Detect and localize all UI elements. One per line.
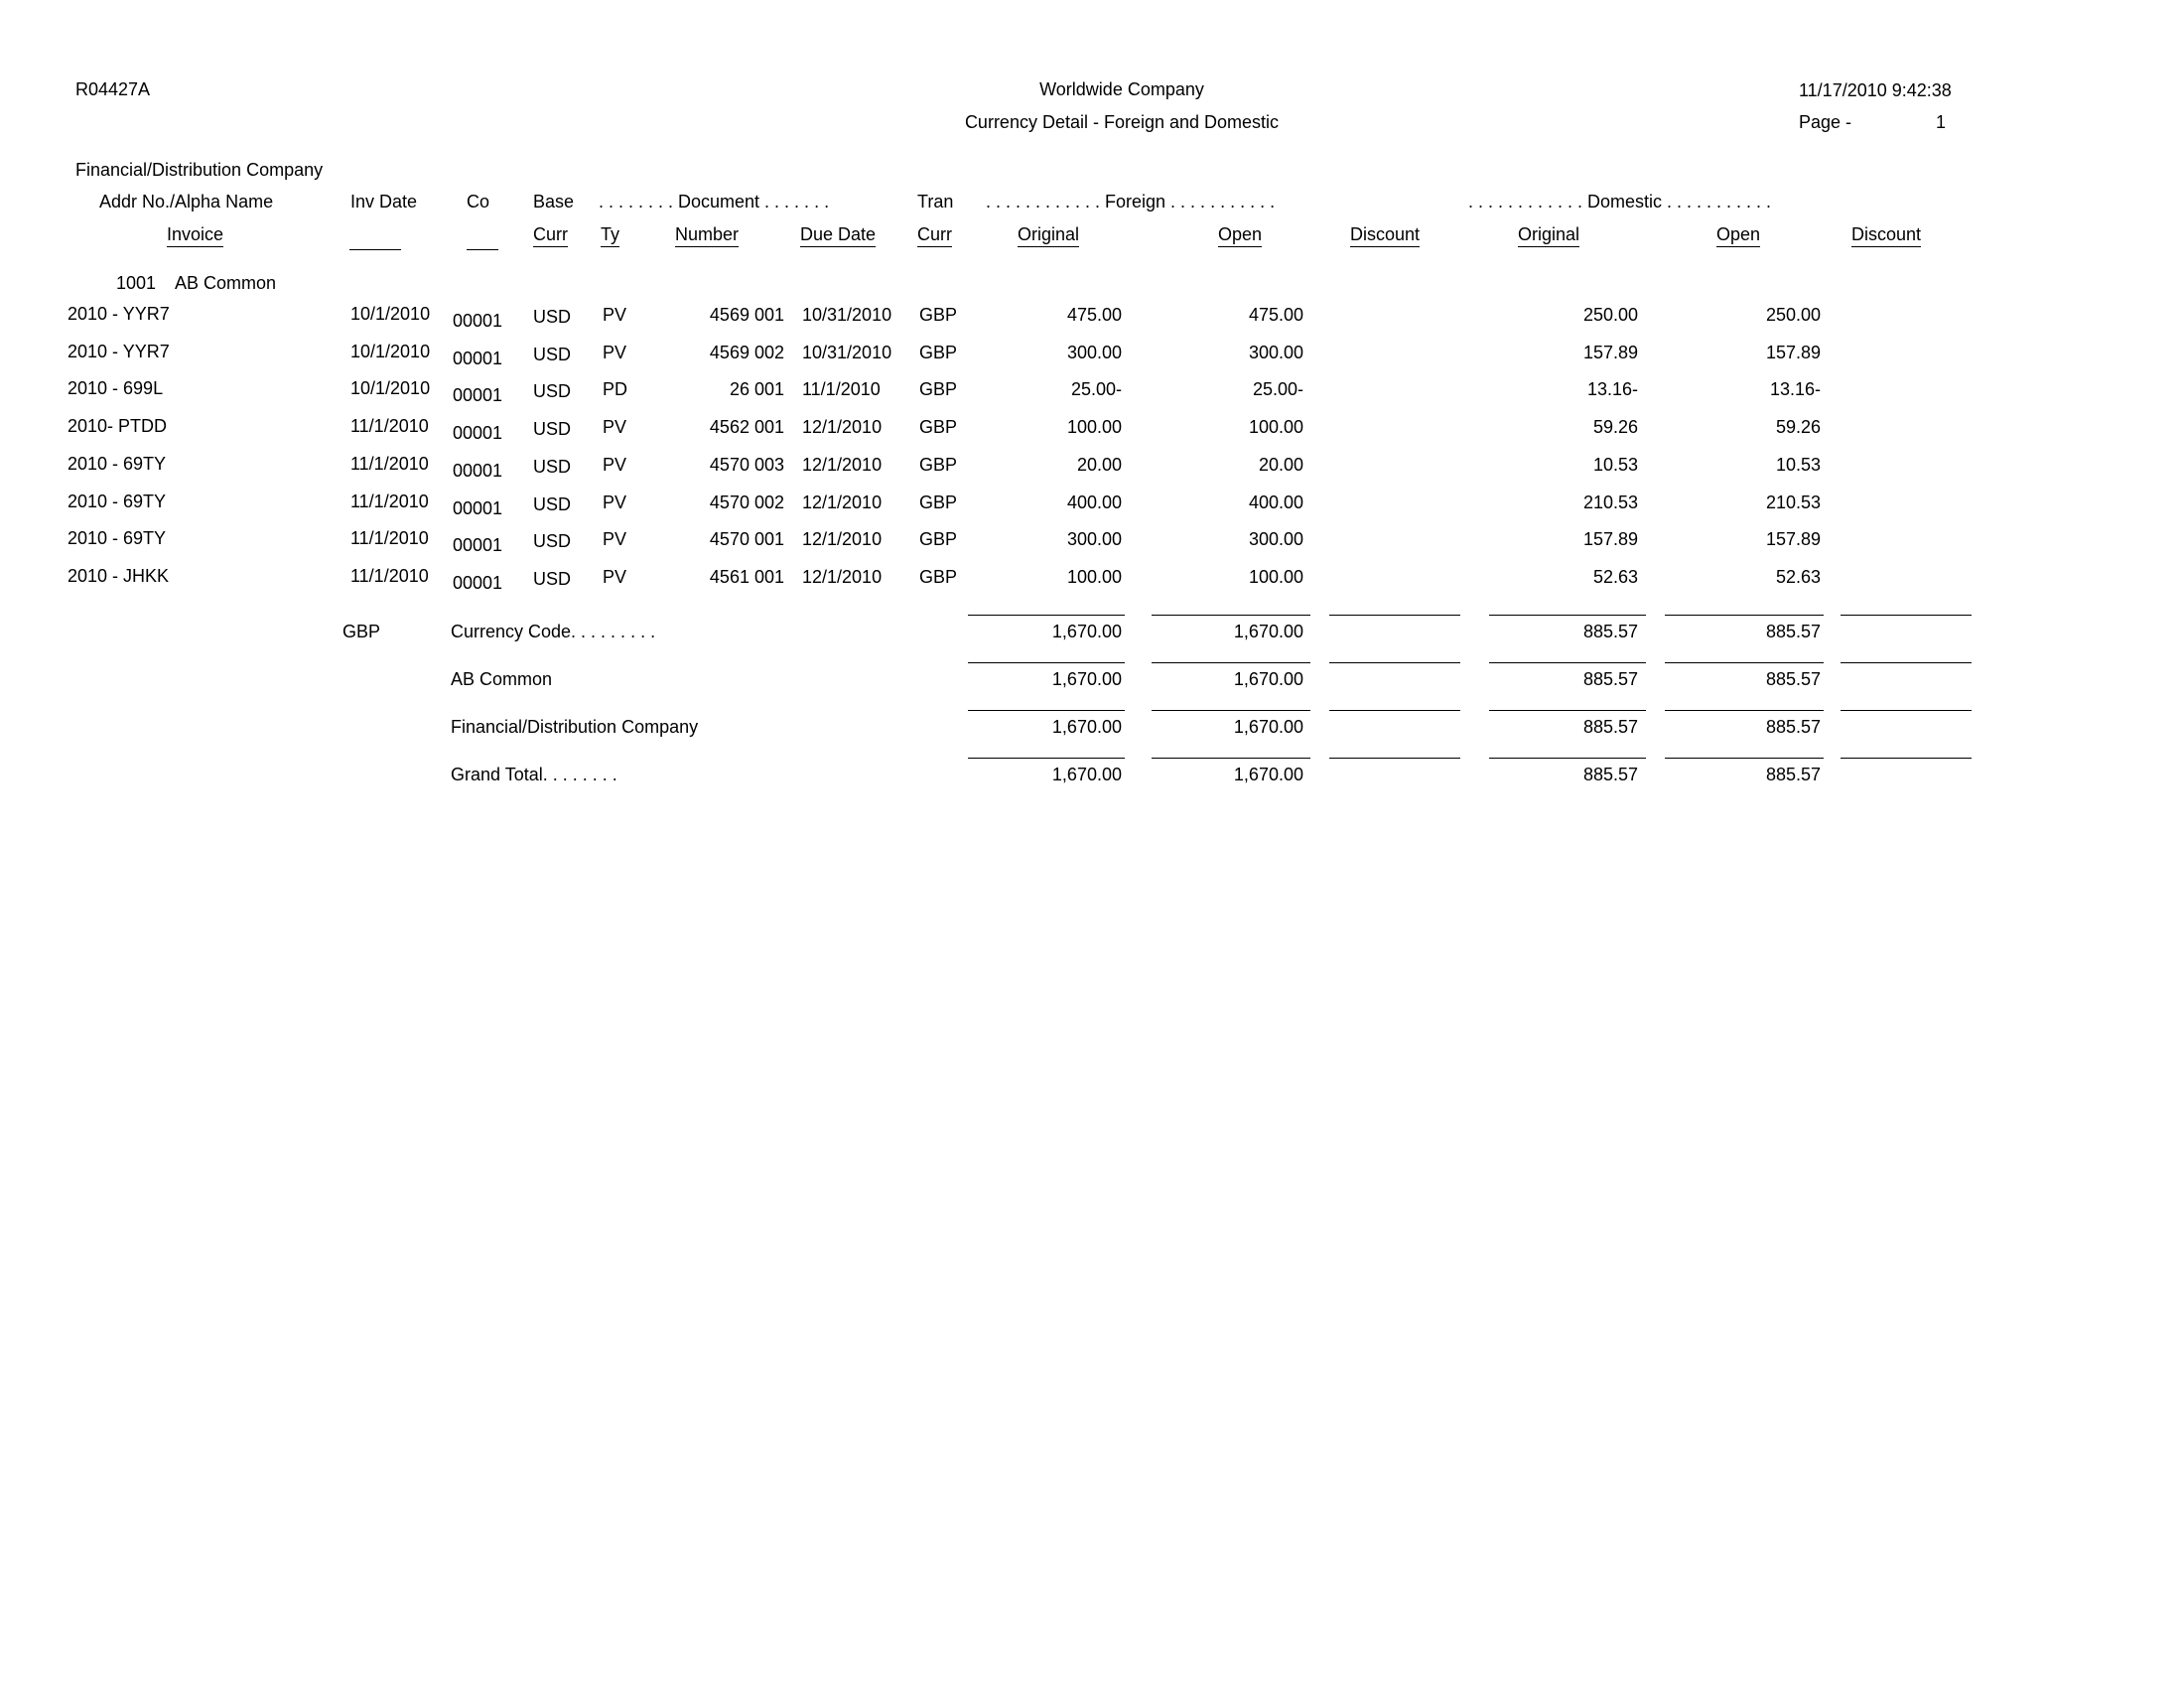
foreign-open-cell: 100.00 bbox=[1248, 417, 1303, 438]
domestic-discount-total-rule bbox=[1841, 758, 1972, 759]
domestic-original-total-rule bbox=[1489, 758, 1646, 759]
number-cell: 26 001 bbox=[729, 379, 784, 400]
foreign-original-total: 1,670.00 bbox=[1051, 622, 1122, 641]
invoice-cell: 2010 - YYR7 bbox=[68, 341, 170, 361]
foreign-open-total-rule bbox=[1152, 710, 1310, 711]
ty-cell: PV bbox=[603, 342, 627, 362]
foreign-original-total-rule bbox=[968, 758, 1125, 759]
domestic-original-total: 885.57 bbox=[1582, 717, 1638, 737]
foreign-open-total: 1,670.00 bbox=[1233, 622, 1303, 641]
foreign-discount-total-rule bbox=[1329, 662, 1460, 663]
col-tran-curr: Curr bbox=[917, 225, 952, 247]
foreign-open-cell: 300.00 bbox=[1248, 342, 1303, 362]
invoice-cell: 2010 - YYR7 bbox=[68, 304, 170, 324]
domestic-open-total-rule bbox=[1665, 615, 1824, 616]
co-cell: 00001 bbox=[453, 423, 503, 444]
domestic-open-cell: 157.89 bbox=[1765, 529, 1821, 550]
foreign-open-total: 1,670.00 bbox=[1233, 717, 1303, 737]
domestic-open-total: 885.57 bbox=[1765, 622, 1821, 641]
co-cell: 00001 bbox=[453, 348, 503, 368]
domestic-original-cell: 250.00 bbox=[1582, 305, 1638, 325]
domestic-open-total-rule bbox=[1665, 758, 1824, 759]
group-alpha-name: AB Common bbox=[175, 273, 277, 293]
domestic-original-total-rule bbox=[1489, 615, 1646, 616]
domestic-original-total-rule bbox=[1489, 710, 1646, 711]
domestic-original-total: 885.57 bbox=[1582, 669, 1638, 689]
inv-date-cell: 11/1/2010 bbox=[350, 416, 429, 437]
foreign-open-total: 1,670.00 bbox=[1233, 669, 1303, 689]
tran-curr-cell: GBP bbox=[919, 305, 958, 325]
number-cell: 4570 003 bbox=[709, 454, 784, 475]
total-label: Currency Code. . . . . . . . . bbox=[451, 622, 656, 641]
foreign-open-total-rule bbox=[1152, 758, 1310, 759]
col-co: Co bbox=[467, 192, 490, 211]
col-due-date: Due Date bbox=[800, 225, 876, 247]
number-cell: 4570 002 bbox=[709, 492, 784, 512]
co-cell: 00001 bbox=[453, 385, 503, 406]
inv-date-cell: 10/1/2010 bbox=[350, 378, 431, 399]
domestic-open-total: 885.57 bbox=[1765, 717, 1821, 737]
inv-date-cell: 10/1/2010 bbox=[350, 304, 431, 324]
number-cell: 4569 001 bbox=[709, 305, 784, 325]
inv-date-cell: 10/1/2010 bbox=[350, 341, 431, 361]
co-cell: 00001 bbox=[453, 497, 503, 518]
foreign-original-cell: 25.00- bbox=[1070, 379, 1122, 400]
page-number: 1 bbox=[1936, 112, 1947, 132]
domestic-open-cell: 210.53 bbox=[1765, 492, 1821, 512]
due-date-cell: 10/31/2010 bbox=[802, 305, 892, 325]
company-name: Worldwide Company bbox=[1039, 79, 1204, 99]
base-curr-cell: USD bbox=[533, 344, 572, 364]
tran-curr-cell: GBP bbox=[919, 566, 958, 587]
report-subtitle: Financial/Distribution Company bbox=[75, 160, 324, 180]
invoice-cell: 2010- PTDD bbox=[68, 416, 168, 437]
invoice-cell: 2010 - 69TY bbox=[68, 528, 167, 549]
col-domestic-open: Open bbox=[1716, 225, 1760, 247]
foreign-open-total-rule bbox=[1152, 662, 1310, 663]
domestic-open-cell: 59.26 bbox=[1775, 417, 1821, 438]
foreign-open-cell: 25.00- bbox=[1252, 379, 1303, 400]
domestic-open-cell: 13.16- bbox=[1769, 379, 1821, 400]
domestic-original-cell: 157.89 bbox=[1582, 342, 1638, 362]
due-date-cell: 12/1/2010 bbox=[802, 417, 883, 438]
tran-curr-cell: GBP bbox=[919, 417, 958, 438]
base-curr-cell: USD bbox=[533, 568, 572, 589]
col-domestic-discount: Discount bbox=[1851, 225, 1921, 247]
foreign-open-cell: 400.00 bbox=[1248, 492, 1303, 512]
inv-date-cell: 11/1/2010 bbox=[350, 491, 429, 511]
inv-date-underline bbox=[349, 249, 401, 250]
tran-curr-cell: GBP bbox=[919, 492, 958, 512]
foreign-original-total-rule bbox=[968, 662, 1125, 663]
inv-date-cell: 11/1/2010 bbox=[350, 453, 429, 474]
domestic-original-total: 885.57 bbox=[1582, 622, 1638, 641]
ty-cell: PV bbox=[603, 417, 627, 438]
domestic-open-cell: 52.63 bbox=[1775, 566, 1821, 587]
foreign-original-total-rule bbox=[968, 615, 1125, 616]
domestic-original-cell: 52.63 bbox=[1592, 566, 1638, 587]
foreign-original-cell: 475.00 bbox=[1066, 305, 1122, 325]
domestic-original-total-rule bbox=[1489, 662, 1646, 663]
domestic-open-total: 885.57 bbox=[1765, 669, 1821, 689]
base-curr-cell: USD bbox=[533, 307, 572, 327]
group-addr-no: 1001 bbox=[116, 273, 157, 293]
ty-cell: PV bbox=[603, 492, 627, 512]
col-document-group: . . . . . . . . Document . . . . . . . bbox=[599, 192, 830, 211]
domestic-original-cell: 10.53 bbox=[1592, 454, 1638, 475]
col-foreign-open: Open bbox=[1218, 225, 1262, 247]
number-cell: 4562 001 bbox=[709, 417, 784, 438]
ty-cell: PV bbox=[603, 454, 627, 475]
ty-cell: PV bbox=[603, 305, 627, 325]
col-tran: Tran bbox=[917, 192, 954, 211]
co-cell: 00001 bbox=[453, 460, 503, 481]
domestic-original-total: 885.57 bbox=[1582, 765, 1638, 784]
due-date-cell: 12/1/2010 bbox=[802, 492, 883, 512]
foreign-original-total: 1,670.00 bbox=[1051, 765, 1122, 784]
co-cell: 00001 bbox=[453, 572, 503, 593]
base-curr-cell: USD bbox=[533, 456, 572, 477]
domestic-discount-total-rule bbox=[1841, 710, 1972, 711]
col-foreign-discount: Discount bbox=[1350, 225, 1420, 247]
invoice-cell: 2010 - JHKK bbox=[68, 565, 170, 586]
domestic-open-total-rule bbox=[1665, 662, 1824, 663]
col-ty: Ty bbox=[601, 225, 619, 247]
col-foreign-original: Original bbox=[1018, 225, 1079, 247]
foreign-original-cell: 300.00 bbox=[1066, 342, 1122, 362]
domestic-open-cell: 10.53 bbox=[1775, 454, 1821, 475]
invoice-cell: 2010 - 69TY bbox=[68, 491, 167, 511]
col-domestic-original: Original bbox=[1518, 225, 1579, 247]
inv-date-cell: 11/1/2010 bbox=[350, 528, 429, 549]
foreign-original-cell: 20.00 bbox=[1076, 454, 1122, 475]
foreign-original-cell: 100.00 bbox=[1066, 417, 1122, 438]
total-prefix: GBP bbox=[342, 622, 381, 641]
foreign-open-cell: 300.00 bbox=[1248, 529, 1303, 550]
tran-curr-cell: GBP bbox=[919, 379, 958, 400]
domestic-discount-total-rule bbox=[1841, 615, 1972, 616]
invoice-cell: 2010 - 69TY bbox=[68, 453, 167, 474]
due-date-cell: 10/31/2010 bbox=[802, 342, 892, 362]
co-underline bbox=[467, 249, 498, 250]
co-cell: 00001 bbox=[453, 311, 503, 331]
foreign-open-total: 1,670.00 bbox=[1233, 765, 1303, 784]
col-domestic-group: . . . . . . . . . . . . Domestic . . . . . . . . . . . bbox=[1468, 192, 1772, 211]
domestic-discount-total-rule bbox=[1841, 662, 1972, 663]
col-base: Base bbox=[533, 192, 575, 211]
due-date-cell: 12/1/2010 bbox=[802, 454, 883, 475]
domestic-open-cell: 250.00 bbox=[1765, 305, 1821, 325]
foreign-open-total-rule bbox=[1152, 615, 1310, 616]
foreign-original-total: 1,670.00 bbox=[1051, 669, 1122, 689]
foreign-discount-total-rule bbox=[1329, 710, 1460, 711]
domestic-open-total: 885.57 bbox=[1765, 765, 1821, 784]
page-label: Page - bbox=[1799, 112, 1852, 132]
tran-curr-cell: GBP bbox=[919, 342, 958, 362]
domestic-original-cell: 210.53 bbox=[1582, 492, 1638, 512]
tran-curr-cell: GBP bbox=[919, 454, 958, 475]
domestic-open-cell: 157.89 bbox=[1765, 342, 1821, 362]
foreign-original-total: 1,670.00 bbox=[1051, 717, 1122, 737]
invoice-cell: 2010 - 699L bbox=[68, 378, 164, 399]
ty-cell: PD bbox=[603, 379, 628, 400]
due-date-cell: 11/1/2010 bbox=[802, 379, 881, 400]
foreign-original-total-rule bbox=[968, 710, 1125, 711]
foreign-original-cell: 400.00 bbox=[1066, 492, 1122, 512]
foreign-open-cell: 100.00 bbox=[1248, 566, 1303, 587]
report-id: R04427A bbox=[75, 79, 151, 99]
col-base-curr: Curr bbox=[533, 225, 568, 247]
co-cell: 00001 bbox=[453, 535, 503, 556]
foreign-open-cell: 475.00 bbox=[1248, 305, 1303, 325]
base-curr-cell: USD bbox=[533, 419, 572, 440]
foreign-original-cell: 300.00 bbox=[1066, 529, 1122, 550]
foreign-original-cell: 100.00 bbox=[1066, 566, 1122, 587]
col-foreign-group: . . . . . . . . . . . . Foreign . . . . . . . . . . . bbox=[986, 192, 1276, 211]
domestic-original-cell: 13.16- bbox=[1586, 379, 1638, 400]
total-label: AB Common bbox=[451, 669, 553, 689]
number-cell: 4570 001 bbox=[709, 529, 784, 550]
number-cell: 4569 002 bbox=[709, 342, 784, 362]
ty-cell: PV bbox=[603, 566, 627, 587]
domestic-open-total-rule bbox=[1665, 710, 1824, 711]
col-number: Number bbox=[675, 225, 739, 247]
due-date-cell: 12/1/2010 bbox=[802, 566, 883, 587]
report-datetime: 11/17/2010 9:42:38 bbox=[1799, 80, 1952, 100]
base-curr-cell: USD bbox=[533, 531, 572, 552]
col-invoice: Invoice bbox=[167, 225, 223, 247]
report-title: Currency Detail - Foreign and Domestic bbox=[964, 112, 1280, 132]
tran-curr-cell: GBP bbox=[919, 529, 958, 550]
base-curr-cell: USD bbox=[533, 381, 572, 402]
domestic-original-cell: 157.89 bbox=[1582, 529, 1638, 550]
total-label: Grand Total. . . . . . . . bbox=[451, 765, 617, 784]
foreign-discount-total-rule bbox=[1329, 615, 1460, 616]
inv-date-cell: 11/1/2010 bbox=[350, 565, 429, 586]
due-date-cell: 12/1/2010 bbox=[802, 529, 883, 550]
col-inv-date: Inv Date bbox=[350, 192, 418, 211]
number-cell: 4561 001 bbox=[709, 566, 784, 587]
domestic-original-cell: 59.26 bbox=[1592, 417, 1638, 438]
col-addr-alpha: Addr No./Alpha Name bbox=[99, 192, 274, 211]
foreign-open-cell: 20.00 bbox=[1258, 454, 1303, 475]
total-label: Financial/Distribution Company bbox=[451, 717, 699, 737]
foreign-discount-total-rule bbox=[1329, 758, 1460, 759]
base-curr-cell: USD bbox=[533, 493, 572, 514]
ty-cell: PV bbox=[603, 529, 627, 550]
